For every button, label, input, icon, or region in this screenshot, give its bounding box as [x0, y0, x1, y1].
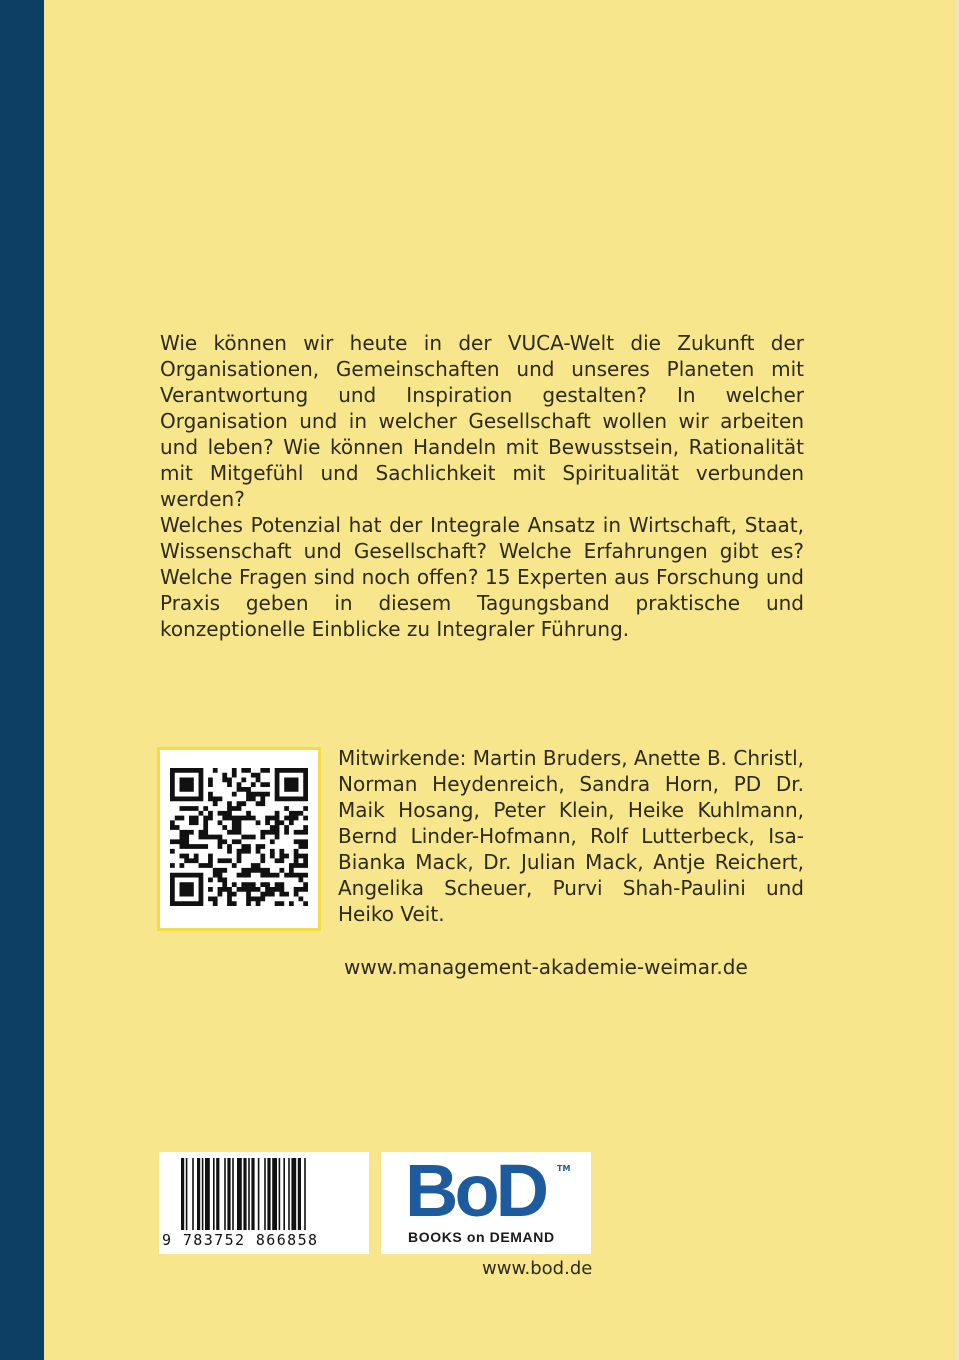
isbn-number: 9 783752 866858: [162, 1231, 319, 1249]
trademark-mark: TM: [557, 1164, 571, 1173]
contributors-text: Mitwirkende: Martin Bruders, Anette B. Christl, Norman Heydenreich, Sandra Horn, PD Dr. Maik Hosang, Peter Klein, Heike Kuhlmann, Bernd Linder-Hofmann, Rolf Lutterbeck, Isa-Bianka Mack, Dr. Julian Mack, Antje Reichert, Angelika Scheuer, Purvi Shah-Paulini und Heiko Veit.: [338, 746, 804, 926]
publisher-url[interactable]: www.bod.de: [482, 1258, 593, 1279]
publisher-logo: [381, 1149, 591, 1254]
barcode: [159, 1152, 369, 1254]
book-spine: [0, 0, 44, 1360]
bod-logo-text: BoD: [405, 1149, 546, 1232]
qr-code-icon: [170, 768, 308, 906]
publisher-tagline: BOOKS on DEMAND: [408, 1229, 555, 1245]
barcode-icon: [181, 1158, 357, 1230]
blurb-text: Wie können wir heute in der VUCA-Welt die Zukunft der Organisationen, Gemeinschaften und unseres Planeten mit Verantwortung und Inspiration gestalten? In welcher Organisation und in welcher Gesellschaft wollen wir arbeiten und leben? Wie können Handeln mit Bewusstsein, Rationalität mit Mitgefühl und Sachlichkeit mit Spiritualität verbunden werden? Welches Potenzial hat der Integrale Ansatz in Wirtschaft, Staat, Wissenschaft und Gesellschaft? Welche Erfahrungen gibt es? Welche Fragen sind noch offen? 15 Experten aus Forschung und Praxis geben in diesem Tagungsband praktische und konzeptionelle Einblicke zu Integraler Führung.: [160, 331, 804, 641]
website-link[interactable]: www.management-akademie-weimar.de: [344, 955, 748, 979]
qr-code-frame: [157, 747, 321, 931]
